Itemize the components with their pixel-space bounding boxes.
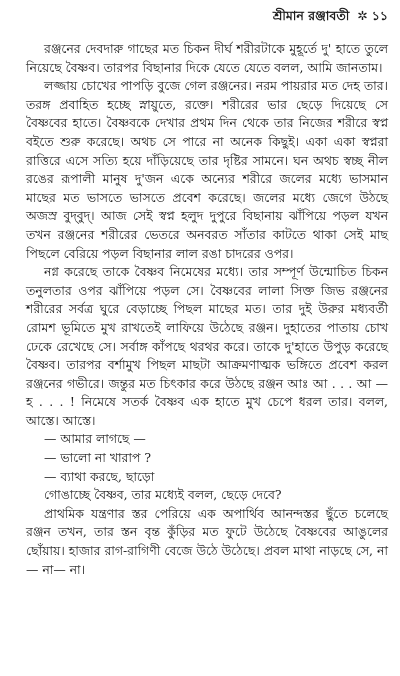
body-text: [26, 40, 388, 579]
page-number: ১১: [371, 8, 388, 23]
dialog-line: — ভালো না খারাপ ?: [44, 450, 151, 466]
paragraph: গোঙাচ্ছে বৈষ্ণব, তার মধ্যেই বলল, ছেড়ে দেবে?: [44, 487, 282, 503]
book-title: শ্রীমান রঞ্জাবতী: [272, 8, 350, 23]
paragraph: নগ্ন করেছে তাকে বৈষ্ণব নিমেষের মধ্যে। তার সম্পূর্ণ উন্মোচিত চিকন তনুলতার ওপর ঝাঁপিয়ে পড়ল সে। বৈষ্ণবের লালা সিক্ত জিভ রঞ্জনের শরীরের সর্বত্র ঘুরে বেড়াচ্ছে পিছল মাছের মত। তার দুই উরুর মধ্যবর্তী রোমশ ভূমিতে মুখ রাখতেই লাফিয়ে উঠেছে রঞ্জন। দুহাতের পাতায় চোখ ঢেকে রেখেছে সে। সর্বাঙ্গ কাঁপছে থরথর করে। তাকে দু'হাতে উপুড় করেছে বৈষ্ণব। তারপর বর্শামুখ পিছল মাছটা আক্রমণাত্মক ভঙ্গিতে প্রবেশ করল রঞ্জনের গভীরে। জন্তুর মত চিৎকার করে উঠছে রঞ্জন আঃ আ . . . আ — হ . . . ! নিমেষে সতর্ক বৈষ্ণব এক হাতে মুখ চেপে ধরল তার। বলল, আস্তে। আস্তে।: [26, 264, 388, 428]
running-header: [26, 6, 388, 26]
star-ornament-icon: ✲: [357, 8, 368, 23]
dialog-line: — ব্যাথা করছে, ছাড়ো: [44, 468, 155, 484]
paragraph: লজ্জায় চোখের পাপড়ি বুজে গেল রঞ্জনের। নরম পায়রার মত দেহ তার। তরঙ্গ প্রবাহিত হচ্ছে স্নায়ুতে, রক্তে। শরীরের ভার ছেড়ে দিয়েছে সে বৈষ্ণবের হাতে। বৈষ্ণবকে দেখার প্রথম দিন থেকে তার নিজের শরীরে স্বপ্ন বইতে শুরু করেছে। অথচ সে পারে না অনেক কিছুই। একা একা স্বপ্নরা রাত্তিরে এসে সত্যি হয়ে দাঁড়িয়েছে তার দৃষ্টির সামনে। ঘন অথচ স্বচ্ছ নীল রঙের রূপালী মানুষ দু'জন একে অন্যের শরীরে জলের মধ্যে ভাসমান মাছের মত ভাসতে ভাসতে প্রবেশ করেছে। জলের মধ্যে জেগে উঠছে অজস্র বুদ্‌বুদ্। আজ সেই স্বপ্ন হলুদ দুপুরে বিছানায় ঝাঁপিয়ে পড়ল যখন তখন রঞ্জনের শরীরের ভেতরে অনবরত সাঁতার কাটতে থাকা সেই মাছ পিছলে বেরিয়ে পড়ল বিছানার লাল রঙা চাদরের ওপর।: [26, 78, 388, 261]
paragraph: প্রাথমিক যন্ত্রণার স্তর পেরিয়ে এক অপার্থিব আনন্দস্তর ছুঁতে চলেছে রঞ্জন তখন, তার স্তন বৃন্ত কুঁড়ির মত ফুটে উঠেছে বৈষ্ণবের আঙুলের ছোঁয়ায়। হাজার রাগ-রাগিণী বেজে উঠে উঠেছে। প্রবল মাথা নাড়ছে সে, না— না— না।: [26, 505, 388, 577]
dialog-line: — আমার লাগছে —: [44, 431, 146, 447]
paragraph: রঞ্জনের দেবদারু গাছের মত চিকন দীর্ঘ শরীরটাকে মুহূর্তে দু' হাতে তুলে নিয়েছে বৈষ্ণব। তারপর বিছানার দিকে যেতে যেতে বলল, আমি জানতাম।: [26, 41, 388, 75]
